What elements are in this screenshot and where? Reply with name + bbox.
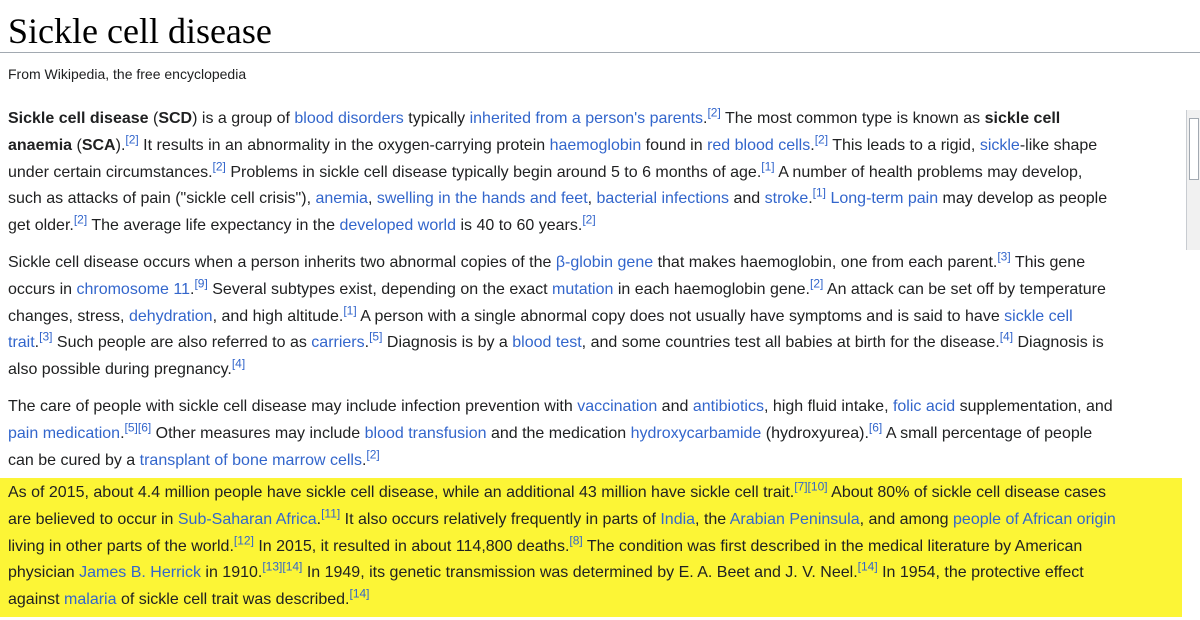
article-link[interactable]: malaria [64, 591, 117, 609]
text-run: -like shape [1019, 136, 1098, 154]
article-link[interactable]: transplant of bone marrow cells [139, 451, 362, 469]
bold-term: SCD [158, 110, 193, 127]
citation-ref[interactable]: [2] [582, 212, 596, 227]
article-link[interactable]: Sub-Saharan Africa [177, 510, 317, 528]
citation-ref[interactable]: [3] [39, 330, 53, 345]
article-link[interactable]: carriers [311, 334, 365, 352]
text-run: Sickle cell disease occurs when a person inherits two abnormal copies of the [8, 253, 556, 271]
text-run: ). [115, 136, 126, 154]
text-run: , and some countries test all babies at birth for the disease. [581, 334, 1000, 352]
citation-ref[interactable]: [4] [231, 356, 246, 371]
citation-ref[interactable]: [2] [814, 132, 829, 147]
text-run: Several subtypes exist, depending on the exact [207, 280, 553, 298]
article-link[interactable]: Long-term pain [830, 190, 939, 208]
text-run: A small percentage of people [882, 424, 1093, 442]
text-run: . [120, 424, 125, 442]
text-run: living in other parts of the world. [8, 537, 234, 555]
citation-ref[interactable]: [1] [761, 159, 775, 174]
text-run: supplementation, and [955, 397, 1113, 415]
text-run: It also occurs relatively frequently in parts of [340, 510, 661, 528]
citation-ref[interactable]: [11] [321, 506, 341, 521]
citation-ref[interactable]: [2] [212, 159, 226, 174]
bold-term: anaemia [8, 136, 73, 154]
citation-ref[interactable]: [7][10] [794, 479, 828, 494]
article-link[interactable]: blood disorders [294, 110, 404, 127]
citation-ref[interactable]: [5] [369, 330, 383, 345]
text-run: under certain circumstances. [8, 163, 213, 181]
text-run: . [190, 280, 195, 298]
text-run: An attack can be set off by temperature [823, 280, 1106, 298]
article-body [8, 106, 1178, 474]
article-link[interactable]: vaccination [577, 397, 658, 415]
text-run: Such people are also referred to as [52, 334, 312, 352]
citation-ref[interactable]: [14] [857, 560, 878, 575]
text-run: in 1910. [200, 564, 263, 582]
text-run: ( [72, 136, 82, 154]
bold-term: Sickle cell disease [8, 110, 149, 127]
text-run: changes, stress, [8, 307, 129, 325]
text-run: The most common type is known as [720, 110, 985, 127]
text-run: may develop as people [938, 190, 1108, 208]
citation-ref[interactable]: [14] [349, 586, 370, 601]
title-divider [0, 52, 1200, 53]
article-link[interactable]: developed world [339, 217, 457, 235]
article-link[interactable]: antibiotics [692, 397, 764, 415]
text-run: (hydroxyurea). [761, 424, 869, 442]
article-link[interactable]: India [660, 510, 696, 528]
article-link[interactable]: sickle [979, 136, 1020, 154]
article-link[interactable]: blood test [512, 334, 582, 352]
text-run: found in [641, 136, 708, 154]
article-link[interactable]: folic acid [892, 397, 956, 415]
article-link[interactable]: chromosome 11 [76, 280, 190, 298]
citation-ref[interactable]: [13][14] [262, 560, 303, 575]
text-run: It results in an abnormality in the oxygen-carrying protein [138, 136, 550, 154]
text-run: As of 2015, about 4.4 million people have sickle cell disease, while an additional 43 million have sickle cell trait. [8, 484, 795, 501]
tagline: From Wikipedia, the free encyclopedia [8, 66, 247, 82]
text-run: can be cured by a [8, 451, 140, 469]
text-run: typically [403, 110, 470, 127]
text-run: in each haemoglobin gene. [613, 280, 810, 298]
article-link[interactable]: dehydration [128, 307, 213, 325]
scrollbar-thumb[interactable] [1189, 118, 1199, 180]
text-run: such as attacks of pain ("sickle cell crisis"), [8, 190, 316, 208]
article-link[interactable]: stroke [764, 190, 809, 208]
text-run: occurs in [8, 280, 77, 298]
citation-ref[interactable]: [3] [997, 249, 1011, 264]
article-link[interactable]: red blood cells [707, 136, 811, 154]
paragraph-epidemiology [8, 480, 1116, 614]
text-run: . [810, 136, 815, 154]
paragraph-treatment [8, 394, 1178, 474]
text-run: against [8, 591, 65, 609]
text-run: are believed to occur in [8, 510, 178, 528]
citation-ref[interactable]: [1] [343, 303, 357, 318]
text-run: Other measures may include [151, 424, 365, 442]
citation-ref[interactable]: [2] [125, 132, 139, 147]
text-run: This leads to a rigid, [828, 136, 980, 154]
article-link[interactable]: hydroxycarbamide [630, 424, 762, 442]
text-run: , the [695, 510, 730, 528]
text-run: . [361, 451, 367, 469]
text-run: of sickle cell trait was described. [116, 591, 350, 609]
article-link[interactable]: pain medication [8, 424, 121, 442]
article-link[interactable]: trait [8, 334, 35, 352]
text-run: . [364, 334, 370, 352]
text-run: , and among [859, 510, 954, 528]
text-run: A number of health problems may develop, [774, 163, 1083, 181]
bold-term: sickle cell [984, 110, 1061, 127]
text-run: . [808, 190, 813, 208]
citation-ref[interactable]: [9] [194, 276, 208, 291]
citation-ref[interactable]: [5][6] [124, 420, 152, 435]
text-run: . [703, 110, 708, 127]
text-run: Problems in sickle cell disease typically begin around 5 to 6 months of age. [225, 163, 762, 181]
text-run: About 80% of sickle cell disease cases [827, 484, 1106, 501]
text-run: The condition was first described in the medical literature by American [582, 537, 1083, 555]
text-run: physician [8, 564, 80, 582]
page-title: Sickle cell disease [8, 11, 272, 51]
citation-ref[interactable]: [4] [999, 330, 1014, 345]
text-run: , [367, 190, 377, 208]
article-link[interactable]: bacterial infections [596, 190, 730, 208]
citation-ref[interactable]: [2] [809, 276, 824, 291]
text-run: ) is a group of [192, 110, 295, 127]
text-run: , high fluid intake, [763, 397, 893, 415]
article-link[interactable]: β-globin gene [555, 253, 654, 271]
citation-ref[interactable]: [8] [569, 533, 583, 548]
text-run: Diagnosis is [1013, 334, 1104, 352]
text-run: and [657, 397, 693, 415]
text-run: In 1949, its genetic transmission was determined by E. A. Beet and J. V. Neel. [302, 564, 858, 582]
text-run: . [316, 510, 322, 528]
article-link[interactable]: James B. Herrick [79, 564, 201, 582]
article-link[interactable]: Arabian Peninsula [729, 510, 860, 528]
article-link[interactable]: anemia [315, 190, 368, 208]
text-run: . [34, 334, 40, 352]
citation-ref[interactable]: [2] [707, 105, 721, 120]
article-link[interactable]: people of African origin [953, 510, 1116, 528]
article-link[interactable]: haemoglobin [549, 136, 642, 154]
text-run: get older. [8, 217, 74, 235]
article-link[interactable]: swelling in the hands and feet [376, 190, 588, 208]
text-run: Diagnosis is by a [382, 334, 513, 352]
text-run: The care of people with sickle cell disease may include infection prevention with [8, 397, 578, 415]
citation-ref[interactable]: [1] [812, 186, 827, 201]
text-run: that makes haemoglobin, one from each parent. [653, 253, 998, 271]
citation-ref[interactable]: [12] [233, 533, 254, 548]
article-link[interactable]: sickle cell [1004, 307, 1073, 325]
article-link[interactable]: blood transfusion [364, 424, 487, 442]
text-run: , [587, 190, 597, 208]
citation-ref[interactable]: [6] [868, 420, 883, 435]
citation-ref[interactable]: [2] [73, 212, 88, 227]
paragraph-intro [8, 106, 1178, 240]
text-run: and the medication [486, 424, 631, 442]
text-run: , and high altitude. [212, 307, 344, 325]
text-run: also possible during pregnancy. [8, 361, 232, 379]
text-run: A person with a single abnormal copy does not usually have symptoms and is said to have [356, 307, 1005, 325]
text-run: This gene [1010, 253, 1086, 271]
paragraph-genetics [8, 250, 1178, 384]
text-run: ( [148, 110, 159, 127]
text-run: and [729, 190, 765, 208]
text-run: is 40 to 60 years. [456, 217, 583, 235]
text-run: In 1954, the protective effect [877, 564, 1084, 582]
bold-term: SCA [81, 136, 116, 154]
article-link[interactable]: inherited from a person's parents [469, 110, 703, 127]
text-run: In 2015, it resulted in about 114,800 deaths. [253, 537, 570, 555]
text-run: The average life expectancy in the [87, 217, 340, 235]
citation-ref[interactable]: [2] [366, 447, 380, 462]
article-link[interactable]: mutation [552, 280, 614, 298]
